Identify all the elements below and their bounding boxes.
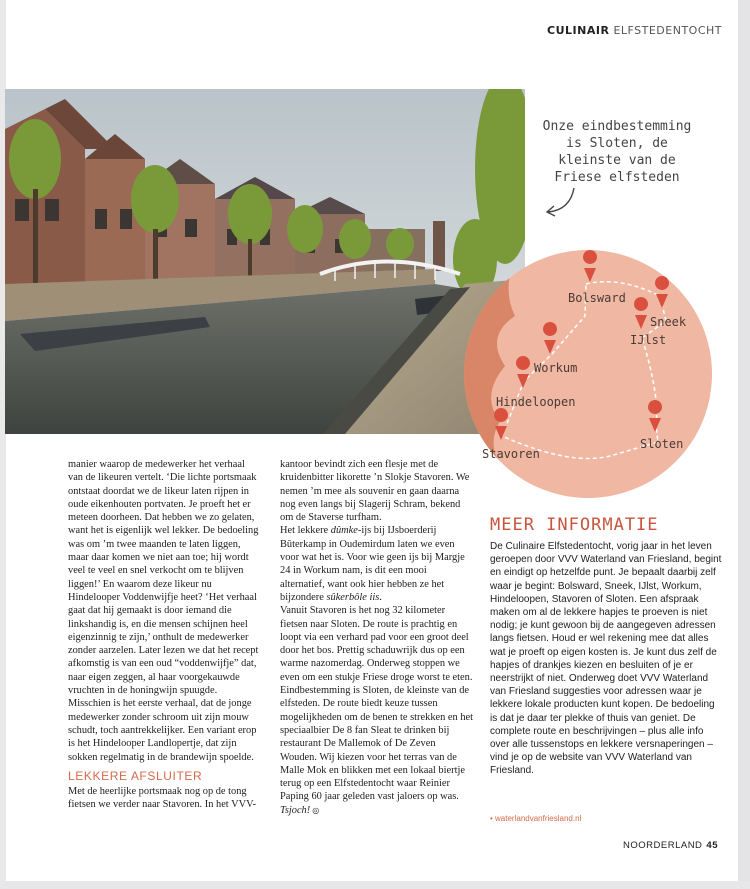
col2-paragraph-1: kantoor bevindt zich een flesje met de kruidenbitter likorette ’n Slokje Stavoren. We nemen ’m mee als souvenir en gaan daarna nog even langs bij Slagerij Schram, bekend om de Staverse turfham. [280, 459, 470, 524]
info-title: MEER INFORMATIE [490, 515, 659, 535]
col2-p2-text-b: -ijs bij IJsboerderij Bûterkamp in Oudemirdum laten we even voor wat het is. Voor wie geen ijs bij Margje 24 in Workum nam, is dit een mooi alternatief, want ook hier hebben ze het bijzondere [280, 525, 465, 603]
city-bolsward: Bolsward [568, 291, 626, 305]
article-column-2 [280, 458, 474, 817]
magazine-name: NOORDERLAND [623, 840, 703, 851]
info-url-link[interactable]: • waterlandvanfriesland.nl [490, 814, 582, 823]
col2-p2-italic-1: dûmke [330, 525, 358, 537]
section-header [547, 24, 722, 37]
city-hindeloopen: Hindeloopen [496, 395, 576, 409]
col1-paragraph: manier waarop de medewerker het verhaal van de likeuren vertelt. ‘Die lichte portsmaak ontstaat doordat we de likeur laten rijpen in oude eikenhouten portvaten. Je proeft het er meteen doorheen. Dat hebben we zo gelaten, want het is eigenlijk wel lekker. De bedoeling was om ’m twee maanden te laten liggen, maar daar komen we niet aan toe; hij wordt veel te veel en snel verkocht om te blijven liggen!’ En waarom deze likeur nu Hindelooper Voddenwijfje heet? ‘Het verhaal gaat dat hij gemaakt is door iemand die linkshandig is, en die mensen schijnen heel eigenzinnig te zijn,’ onthult de medewerker zonder aarzelen. Later lezen we dat het recept afkomstig is van een oud “voddenwijfje” dat, naar eigen zeggen, al haar voorgekauwde vruchten in de honingwijn spuugde. Misschien is het eerste verhaal, dat de jonge medewerker zonder schroom uit zijn mouw schudt, toch aantrekkelijker. Een variant erop is het Hindelooper Landlopertje, dat zijn sokken regelmatig in de brandewijn spoelde. [68, 459, 259, 763]
city-stavoren: Stavoren [482, 447, 540, 461]
col1-paragraph-2: Met de heerlijke portsmaak nog op de tong fietsen we verder naar Stavoren. In het VVV- [68, 786, 257, 811]
header-topic: ELFSTEDENTOCHT [613, 24, 722, 37]
route-map [460, 246, 716, 502]
end-mark-icon: ◎ [310, 805, 320, 815]
photo-caption: Onze eindbestemming is Sloten, de kleinste van de Friese elfsteden [542, 119, 692, 185]
header-section: CULINAIR [547, 24, 610, 37]
city-workum: Workum [534, 361, 578, 375]
canal-photo-illustration [5, 89, 525, 434]
city-sloten: Sloten [640, 437, 684, 451]
col2-paragraph-4 [280, 684, 474, 817]
info-body: De Culinaire Elfstedentocht, vorig jaar in het leven geroepen door VVV Waterland van Friesland, begint en eindigt op hetzelfde punt. Je bepaalt daarbij zelf waar je begint: Bolsward, Sneek, IJlst, Workum, Hindeloopen, Stavoren of Sloten. Een afspraak maken om al de lekkere hapjes te proeven is niet nodig; je kunt gewoon bij de aangegeven adressen langs fietsen. Houd er wel rekening mee dat alles wat je proeft op eigen kosten is. Je kunt dus zelf de hapjes of drankjes kiezen en besluiten of je er neerstrijkt of niet. Onderweg doet VVV Waterland van Friesland suggesties voor adressen waar je lekkere lokale producten kunt kopen. De bedoeling is dat je daar ter plekke of thuis van geniet. De complete route en beschrijvingen – plus alle info over alle tussenstops en lekkere versnaperingen – vind je op de website van VVV Waterland van Friesland. [490, 541, 722, 777]
col2-p4-italic: Tsjoch! [280, 804, 311, 816]
city-ijlst: IJlst [630, 333, 667, 347]
curved-arrow-icon [540, 184, 580, 220]
page-footer [623, 840, 718, 851]
city-sneek: Sneek [650, 315, 687, 329]
col2-p2-text-c: . [379, 591, 382, 603]
page-edge-right [738, 0, 750, 889]
col2-paragraph-3: Vanuit Stavoren is het nog 32 kilometer fietsen naar Sloten. De route is prachtig en loopt via een verhard pad voor een groot deel door het bos. Prettig schaduwrijk dus op een warme nazomerdag. Onderweg stoppen we even om een stukje Friese droge worst te eten. [280, 605, 473, 683]
col2-paragraph-2 [280, 524, 474, 604]
article-column-1 [68, 458, 262, 812]
page-number: 45 [706, 840, 718, 851]
subheading-lekkere-afsluiter: LEKKERE AFSLUITER [68, 768, 203, 783]
sloten-canal-photo [5, 89, 525, 434]
route-map-graphic [460, 246, 716, 502]
col2-p2-italic-2: sûkerbôle iis [326, 591, 380, 603]
page-edge-bottom [0, 881, 750, 889]
col2-p4-text: Eindbestemming is Sloten, de kleinste van de elfsteden. De route biedt keuze tussen mogelijkheden om de benen te strekken en het speciaalbier De 8 fan Sleat te drinken bij restaurant De Mallemok of De Zeven Wouden. Wij kiezen voor het terras van de Malle Mok en blikken met een lokaal biertje terug op een Elfstedentocht waar Reinier Paping 60 jaar geleden vast jaloers op was. [280, 685, 474, 803]
col2-p2-text-a: Het lekkere [280, 525, 331, 537]
